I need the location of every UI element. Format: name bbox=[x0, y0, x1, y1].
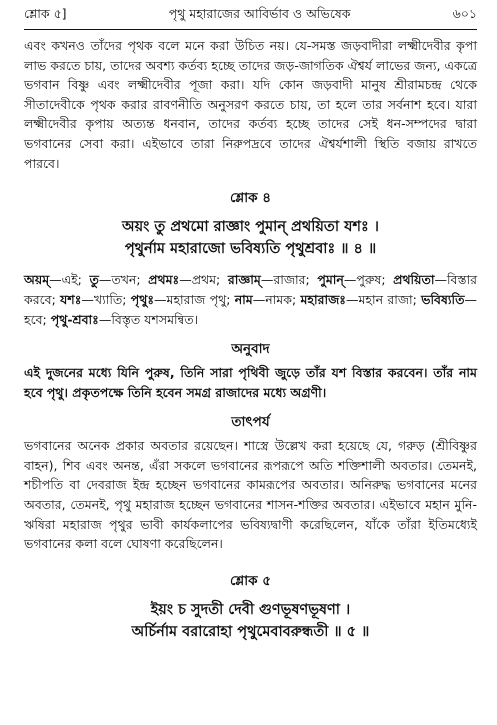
verse-5-line-1: ইয়ং চ সুদতী দেবী গুণভূষণভূষণা । bbox=[150, 601, 351, 618]
synonym-meaning: —পুরুষ; bbox=[343, 272, 394, 288]
header-verse-ref: শ্লোক ৫] bbox=[24, 6, 67, 21]
verse-4-block bbox=[24, 187, 477, 260]
synonym-term: পুমান্ bbox=[317, 272, 344, 288]
purport-text: ভগবানের অনেক প্রকার অবতার রয়েছেন। শাস্ত্রে উল্লেখ করা হয়েছে যে, গরুড় (শ্রীবিষ্ণুর বাহন), শিব এবং অনন্ত, এঁরা সকলে ভগবানের রূপরূপে অতি শক্তিশালী অবতার। তেমনই, শচীপতি বা দেবরাজ ইন্দ্র হচ্ছেন ভগবানের কামরূপের অবতার। অনিরুদ্ধ ভগবানের মনের অবতার, তেমনই, পৃথু মহারাজ হচ্ছেন ভগবানের শাসন-শক্তির অবতার। এইভাবে মহান মুনি-ঋষিরা মহারাজ পৃথুর ভাবী কার্যকলাপের ভবিষ্যদ্বাণী করেছিলেন, যাঁকে তাঁরা ইতিমধ্যেই ভগবানের কলা বলে ঘোষণা করেছিলেন। bbox=[24, 438, 477, 552]
synonym-meaning: —প্রথম; bbox=[179, 272, 228, 288]
translation-heading: অনুবাদ bbox=[231, 341, 270, 358]
synonym-term: অয়ম্ bbox=[24, 272, 50, 288]
verse-5-heading: শ্লোক ৫ bbox=[229, 572, 272, 589]
synonym-meaning: —রাজার; bbox=[260, 272, 318, 288]
synonym-term: পৃথু-শ্রবাঃ bbox=[50, 312, 99, 328]
synonym-meaning: —বিস্তৃত যশসমন্বিত। bbox=[98, 312, 199, 328]
synonym-meaning: —নামক; bbox=[252, 292, 301, 308]
synonym-term: মহারাজঃ bbox=[300, 292, 346, 308]
verse-4-heading: শ্লোক ৪ bbox=[229, 190, 272, 207]
synonym-term: প্রথমঃ bbox=[148, 272, 180, 288]
synonym-meaning: —মহান রাজা; bbox=[345, 292, 422, 308]
synonym-meaning: —হবে; bbox=[24, 292, 477, 328]
verse-4-line-2: পৃথুর্নাম মহারাজো ভবিষ্যতি পৃথুশ্রবাঃ ॥ ৪ ॥ bbox=[124, 241, 377, 258]
synonym-meaning: —এই; bbox=[49, 272, 90, 288]
synonym-term: পৃথুঃ bbox=[130, 292, 155, 308]
synonym-term: তু bbox=[89, 272, 99, 288]
synonym-meaning: —তখন; bbox=[98, 272, 149, 288]
verse-4-line-1: অয়ং তু প্রথমো রাজ্ঞাং পুমান্ প্রথয়িতা যশঃ । bbox=[122, 219, 379, 236]
verse-5-line-2: অর্চির্নাম বরারোহা পৃথুমেবাবরুন্ধতী ॥ ৫ ॥ bbox=[131, 623, 370, 640]
synonym-meaning: —খ্যাতি; bbox=[81, 292, 131, 308]
synonym-meaning: —মহারাজ পৃথু; bbox=[154, 292, 235, 308]
header-page-number: ৬০১ bbox=[452, 6, 477, 21]
synonym-meaning: —বিস্তার করবে; bbox=[24, 272, 478, 308]
synonym-term: রাজ্ঞাম্ bbox=[227, 272, 261, 288]
intro-paragraph: এবং কখনও তাঁদের পৃথক বলে মনে করা উচিত নয়। যে-সমস্ত জড়বাদীরা লক্ষ্মীদেবীর কৃপা লাভ করতে চায়, তাদের অবশ্য কর্তব্য হচ্ছে তাদের জড়-জাগতিক ঐশ্বর্য লাভের জন্য, একত্রে ভগবান বিষ্ণু এবং লক্ষ্মীদেবীর পূজা করা। যদি কোন জড়বাদী মানুষ শ্রীরামচন্দ্র থেকে সীতাদেবীকে পৃথক করার রাবণনীতি অনুসরণ করতে চায়, তা হলে তার সর্বনাশ হবে। যারা লক্ষ্মীদেবীর কৃপায় অত্যন্ত ধনবান, তাদের কর্তব্য হচ্ছে তাদের সেই ধন-সম্পদের দ্বারা ভগবানের সেবা করা। এইভাবে তারা নিরুপদ্রবে তাদের ঐশ্বর্যশালী স্থিতি বজায় রাখতে পারবে। bbox=[24, 38, 477, 171]
translation-text: এই দুজনের মধ্যে যিনি পুরুষ, তিনি সারা পৃথিবী জুড়ে তাঁর যশ বিস্তার করবেন। তাঁর নাম হবে পৃথু। প্রকৃতপক্ষে তিনি হবেন সমগ্র রাজাদের মধ্যে অগ্রণী। bbox=[24, 365, 477, 401]
synonym-term: যশঃ bbox=[60, 292, 82, 308]
synonym-term: প্রথয়িতা bbox=[393, 272, 435, 288]
verse-5-block bbox=[24, 570, 477, 643]
purport-heading: তাৎপর্য bbox=[231, 414, 270, 431]
header-rule bbox=[24, 29, 477, 30]
synonym-term: নাম bbox=[234, 292, 253, 308]
header-chapter-title: পৃথু মহারাজের আবির্ভাব ও অভিষেক bbox=[168, 6, 351, 21]
running-header bbox=[24, 6, 477, 28]
word-for-word-synonyms bbox=[24, 270, 477, 330]
synonym-term: ভবিষ্যতি bbox=[421, 292, 465, 308]
